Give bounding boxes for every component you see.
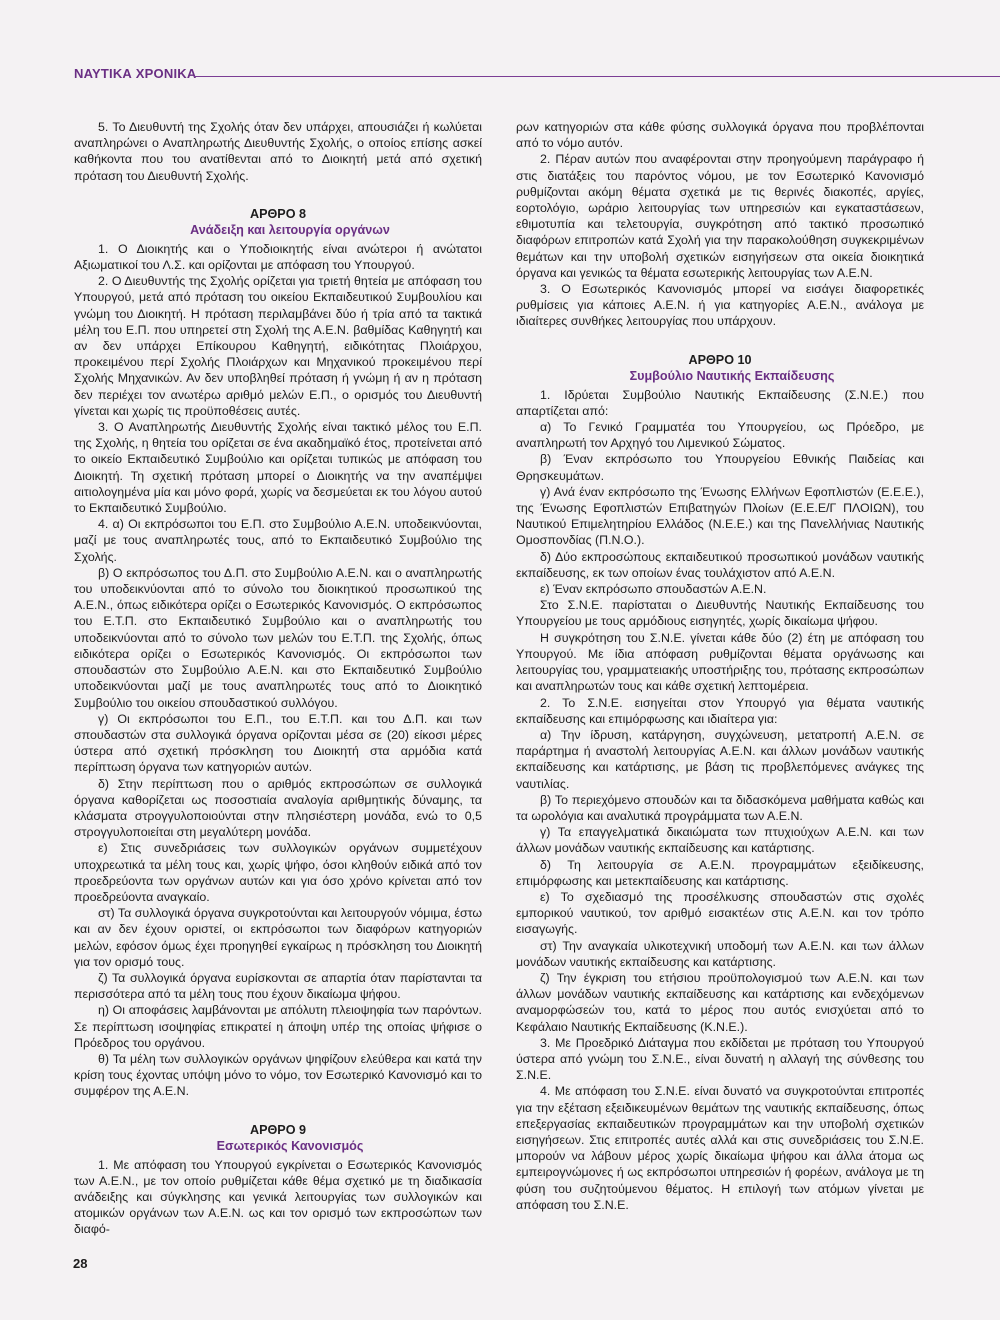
- article-10-title: ΑΡΘΡΟ 10: [688, 352, 752, 367]
- article-9-title: ΑΡΘΡΟ 9: [250, 1122, 306, 1137]
- paragraph: α) Το Γενικό Γραμματέα του Υπουργείου, ως Πρόεδρο, με αναπληρωτή τον Αρχηγό του Λιμενικού Σώματος.: [516, 420, 924, 451]
- paragraph: 1. Ο Διοικητής και ο Υποδιοικητής είναι ανώτεροι ή ανώτατοι Αξιωματικοί του Λ.Σ. και ορίζονται με απόφαση του Υπουργού.: [74, 241, 482, 273]
- article-8-title: ΑΡΘΡΟ 8: [250, 206, 306, 221]
- paragraph: γ) Ανά έναν εκπρόσωπο της Ένωσης Ελλήνων Εφοπλιστών (Ε.Ε.Ε.), της Ένωσης Εφοπλιστών Επιβατηγών Πλοίων (Ε.Ε.Ε/Γ ΠΛΟΙΩΝ), του Ναυτικού Επιμελητηρίου Ελλάδος (Ν.Ε.Ε.) και της Πανελλήνιας Ναυτικής Ομοσπονδίας (Π.Ν.Ο.).: [516, 484, 924, 548]
- paragraph: ε) Το σχεδιασμό της προσέλκυσης σπουδαστών στις σχολές εμπορικού ναυτικού, τον αριθμό εισακτέων στις Α.Ε.Ν. και τον τρόπο εισαγωγής.: [516, 889, 924, 937]
- paragraph: 4. Με απόφαση του Σ.Ν.Ε. είναι δυνατό να συγκροτούνται επιτροπές για την εξέταση εξειδικευμένων θεμάτων της ναυτικής εκπαίδευσης, όπως επεξεργασίας εκπαιδευτικών προγραμμάτων και την υποβολή σχετικών εισηγήσεων. Στις επιτροπές αυτές αλλά και στις συνεδριάσεις του Σ.Ν.Ε. μπορούν να λάβουν μέρος χωρίς δικαίωμα ψήφου και άλλα άτομα ως εμπειρογνώμονες ή ως εκπρόσωποι υπηρεσιών ή φορέων, ανάλογα με τη φύση του συζητούμενου θέματος. Η επιλογή των ατόμων γίνεται με απόφαση του Σ.Ν.Ε.: [516, 1084, 924, 1212]
- running-header: [74, 64, 1000, 88]
- article-9-subtitle: Εσωτερικός Κανονισμός: [216, 1138, 364, 1153]
- paragraph: δ) Στην περίπτωση που ο αριθμός εκπροσώπων σε συλλογικά όργανα καθορίζεται ως ποσοστιαία αναλογία αριθμητικής δύναμης, τα κλάσματα στρογγυλοποιούνται στην πλησιέστερη μονάδα, ενώ το 0,5 στρογγυλοποιείται στη μεγαλύτερη μονάδα.: [74, 776, 482, 840]
- paragraph: στ) Τα συλλογικά όργανα συγκροτούνται και λειτουργούν νόμιμα, έστω και αν δεν έχουν οριστεί, οι εκπρόσωποι των διαφόρων κατηγοριών μελών, εφόσον όμως έχει προηγηθεί εγκαίρως η πρόσκληση του Διοικητή για τον ορισμό τους.: [74, 906, 482, 969]
- paragraph: 3. Ο Αναπληρωτής Διευθυντής Σχολής είναι τακτικό μέλος του Ε.Π. της Σχολής, η θητεία του ορίζεται σε ένα ακαδημαϊκό έτος, προτείνεται από το οικείο Εκπαιδευτικό Συμβούλιο και ορίζεται τυπικώς με απόφαση του Διοικητή. Τη σχετική πρόταση μπορεί ο Διοικητής να την αναπέμψει αιτιολογημένα μία και μόνο φορά, χωρίς να δεσμεύεται εκ του λόγου αυτού το Εκπαιδευτικό Συμβούλιο.: [74, 420, 482, 516]
- article-8-subtitle: Ανάδειξη και λειτουργία οργάνων: [190, 222, 390, 237]
- paragraph: Στο Σ.Ν.Ε. παρίσταται ο Διευθυντής Ναυτικής Εκπαίδευσης του Υπουργείου με τους αρμόδιους εισηγητές, χωρίς δικαίωμα ψήφου.: [516, 598, 924, 629]
- paragraph: 5. Το Διευθυντή της Σχολής όταν δεν υπάρχει, απουσιάζει ή κωλύεται αναπληρώνει ο Αναπληρωτής Διευθυντής Σχολής, ο οποίος επίσης ασκεί καθήκοντα που του ανατίθενται από το Διοικητή μετά από σχετική πρόταση του Διευθυντή Σχολής.: [74, 120, 482, 183]
- paragraph: β) Το περιεχόμενο σπουδών και τα διδασκόμενα μαθήματα καθώς και τα ωρολόγια και αναλυτικά προγράμματα των Α.Ε.Ν.: [516, 792, 924, 823]
- paragraph: ε) Έναν εκπρόσωπο σπουδαστών Α.Ε.Ν.: [540, 582, 767, 597]
- paragraph: 4. α) Οι εκπρόσωποι του Ε.Π. στο Συμβούλιο Α.Ε.Ν. υποδεικνύονται, μαζί με τους αναπληρωτές τους, από το Εκπαιδευτικό Συμβούλιο της Σχολής.: [74, 517, 482, 564]
- paragraph: ζ) Τα συλλογικά όργανα ευρίσκονται σε απαρτία όταν παρίστανται τα περισσότερα από τα μέλη τους που έχουν δικαίωμα ψήφου.: [74, 970, 482, 1002]
- paragraph: γ) Οι εκπρόσωποι του Ε.Π., του Ε.Τ.Π. και του Δ.Π. και των σπουδαστών στα συλλογικά όργανα ορίζονται μέσα σε (20) είκοσι μέρες ύστερα από σχετική πρόσκληση του Διοικητή στα αρμόδια κατά περίπτωση όργανα των κατηγοριών αυτών.: [74, 711, 482, 775]
- paragraph: β) Ο εκπρόσωπος του Δ.Π. στο Συμβούλιο Α.Ε.Ν. και ο αναπληρωτής του υποδεικνύονται από το σύνολο του διοικητικού προσωπικού της Α.Ε.Ν., όπως ειδικότερα ορίζει ο Εσωτερικός Κανονισμός. Ο εκπρόσωπος του Ε.Τ.Π. στο Εκπαιδευτικό Συμβούλιο και ο αναπληρωτής του υποδεικνύονται από το σύνολο των μελών του Ε.Τ.Π. της Σχολής, όπως ειδικότερα ορίζει ο Εσωτερικός Κανονισμός. Οι εκπρόσωποι των σπουδαστών στο Συμβούλιο Α.Ε.Ν. και στο Εκπαιδευτικό Συμβούλιο υποδεικνύονται μαζί με τους αναπληρωτές τους από το Διοικητικό Συμβούλιο του οικείου σπουδαστικού συλλόγου.: [74, 565, 482, 710]
- paragraph: 3. Ο Εσωτερικός Κανονισμός μπορεί να εισάγει διαφορετικές ρυθμίσεις για κάποιες Α.Ε.Ν. ή για κατηγορίες Α.Ε.Ν., ανάλογα με ιδιαίτερες συνθήκες λειτουργίας που υπάρχουν.: [516, 282, 924, 329]
- paragraph: 1. Με απόφαση του Υπουργού εγκρίνεται ο Εσωτερικός Κανονισμός των Α.Ε.Ν., με τον οποίο ρυθμίζεται κάθε θέμα σχετικό με τη διαδικασία ανάδειξης και σύγκλησης και γενικά λειτουργίας των συλλογικών και ατομικών οργάνων των Α.Ε.Ν. ως και τον ορισμό των εκπροσώπων των διαφό-: [74, 1157, 482, 1237]
- paragraph: δ) Δύο εκπροσώπους εκπαιδευτικού προσωπικού μονάδων ναυτικής εκπαίδευσης, εκ των οποίων ένας τουλάχιστον από Α.Ε.Ν.: [516, 549, 924, 580]
- right-column: [516, 119, 924, 1213]
- page-number: 28: [73, 1256, 88, 1271]
- paragraph: β) Έναν εκπρόσωπο του Υπουργείου Εθνικής Παιδείας και Θρησκευμάτων.: [516, 452, 924, 483]
- paragraph: α) Την ίδρυση, κατάργηση, συγχώνευση, μετατροπή Α.Ε.Ν. σε παράρτημα ή αναστολή λειτουργίας Α.Ε.Ν. και άλλων μονάδων ναυτικής εκπαίδευσης και κατάρτισης, με βάση τις προβλεπόμενες ανάγκες της ναυτιλίας.: [516, 727, 924, 791]
- paragraph: στ) Την αναγκαία υλικοτεχνική υποδομή των Α.Ε.Ν. και των άλλων μονάδων ναυτικής εκπαίδευσης και κατάρτισης.: [516, 938, 924, 969]
- paragraph: 2. Πέραν αυτών που αναφέρονται στην προηγούμενη παράγραφο ή στις διατάξεις του παρόντος νόμου, με τον Εσωτερικό Κανονισμό ρυθμίζονται ακόμη θέματα σχετικά με τις θερινές διακοπές, αργίες, εορτολόγιο, ωράριο λειτουργίας των υπηρεσιών και εγκαταστάσεων, εθιμοτυπία και τελετουργία, συγκρότηση από τακτικό προσωπικό διαφόρων επιτροπών κατά Σχολή για την παρακολούθηση συγκεκριμένων θεμάτων και την υποβολή σχετικών εισηγήσεων στα οικεία διοικητικά όργανα και γενικώς τα θέματα εσωτερικής λειτουργίας των Α.Ε.Ν.: [516, 152, 924, 280]
- paragraph: 2. Ο Διευθυντής της Σχολής ορίζεται για τριετή θητεία με απόφαση του Υπουργού, μετά από πρόταση του οικείου Εκπαιδευτικού Συμβουλίου και γνώμη του Διοικητή. Η πρόταση περιλαμβάνει δύο ή τρία από τα τακτικά μέλη του Ε.Π. που υπηρετεί στη Σχολή της Α.Ε.Ν. βαθμίδας Καθηγητή και αν δεν υπάρχει Επίκουρου Καθηγητή, ειδικότητας Πλοιάρχου, προκειμένου περί Σχολής Πλοιάρχων και Μηχανικού προκειμένου περί Σχολής Μηχανικών. Αν δεν υποβληθεί πρόταση ή γνώμη ή αν η πρόταση δεν περιέχει τον ανωτέρω αριθμό μελών Ε.Π., ο ορισμός του Διευθυντή γίνεται και χωρίς τις προϋποθέσεις αυτές.: [74, 274, 482, 418]
- article-10-subtitle: Συμβούλιο Ναυτικής Εκπαίδευσης: [629, 368, 835, 383]
- paragraph: 2. Το Σ.Ν.Ε. εισηγείται στον Υπουργό για θέματα ναυτικής εκπαίδευσης και επιμόρφωσης και ιδιαίτερα για:: [516, 695, 924, 726]
- paragraph: 3. Με Προεδρικό Διάταγμα που εκδίδεται με πρόταση του Υπουργού ύστερα από γνώμη του Σ.Ν.Ε., είναι δυνατή η αλλαγή της σύνθεσης του Σ.Ν.Ε.: [516, 1035, 924, 1083]
- spacer: [516, 330, 924, 352]
- paragraph: ζ) Την έγκριση του ετήσιου προϋπολογισμού των Α.Ε.Ν. και των άλλων μονάδων ναυτικής εκπαίδευσης και κατάρτισης και ενδεχόμενων αναμορφώσεών του, κατά το μέρος που αυτός ενισχύεται από το Κεφάλαιο Ναυτικής Εκπαίδευσης (Κ.Ν.Ε.).: [516, 970, 924, 1034]
- magazine-title: ΝΑΥΤΙΚΑ ΧΡΟΝΙΚΑ: [74, 66, 197, 81]
- paragraph: η) Οι αποφάσεις λαμβάνονται με απόλυτη πλειοψηφία των παρόντων. Σε περίπτωση ισοψηφίας επικρατεί η άποψη υπέρ της οποίας ψήφισε ο Πρόεδρος του οργάνου.: [74, 1003, 482, 1050]
- paragraph: θ) Τα μέλη των συλλογικών οργάνων ψηφίζουν ελεύθερα και κατά την κρίση τους έχοντας υπόψη μόνο το νόμο, τον Εσωτερικό Κανονισμό και το συμφέρον της Α.Ε.Ν.: [74, 1051, 482, 1099]
- spacer: [74, 1100, 482, 1122]
- paragraph: δ) Τη λειτουργία σε Α.Ε.Ν. προγραμμάτων εξειδίκευσης, επιμόρφωσης και μετεκπαίδευσης και κατάρτισης.: [516, 857, 924, 888]
- left-column: [74, 119, 482, 1238]
- spacer: [74, 184, 482, 206]
- paragraph: ρων κατηγοριών στα κάθε φύσης συλλογικά όργανα που προβλέπονται από το νόμο αυτόν.: [516, 120, 924, 151]
- paragraph: 1. Ιδρύεται Συμβούλιο Ναυτικής Εκπαίδευσης (Σ.Ν.Ε.) που απαρτίζεται από:: [516, 387, 924, 418]
- header-rule: [194, 76, 1000, 77]
- paragraph: γ) Τα επαγγελματικά δικαιώματα των πτυχιούχων Α.Ε.Ν. και των άλλων μονάδων ναυτικής εκπαίδευσης και κατάρτισης.: [516, 825, 924, 856]
- paragraph: Η συγκρότηση του Σ.Ν.Ε. γίνεται κάθε δύο (2) έτη με απόφαση του Υπουργού. Με ίδια απόφαση ρυθμίζονται θέματα οργάνωσης και λειτουργίας του, γραμματειακής υποστήριξης του, πρότασης εκπροσώπων και αναπληρωτών τους και κάθε σχετική λεπτομέρεια.: [516, 630, 924, 694]
- paragraph: ε) Στις συνεδριάσεις των συλλογικών οργάνων συμμετέχουν υποχρεωτικά τα μέλη τους και, χωρίς ψήφο, όσοι κληθούν ειδικά από τον προεδρεύοντα των οργάνων αυτών και για όσο χρόνο κρίνεται από τον προεδρεύοντα αναγκαίο.: [74, 841, 482, 904]
